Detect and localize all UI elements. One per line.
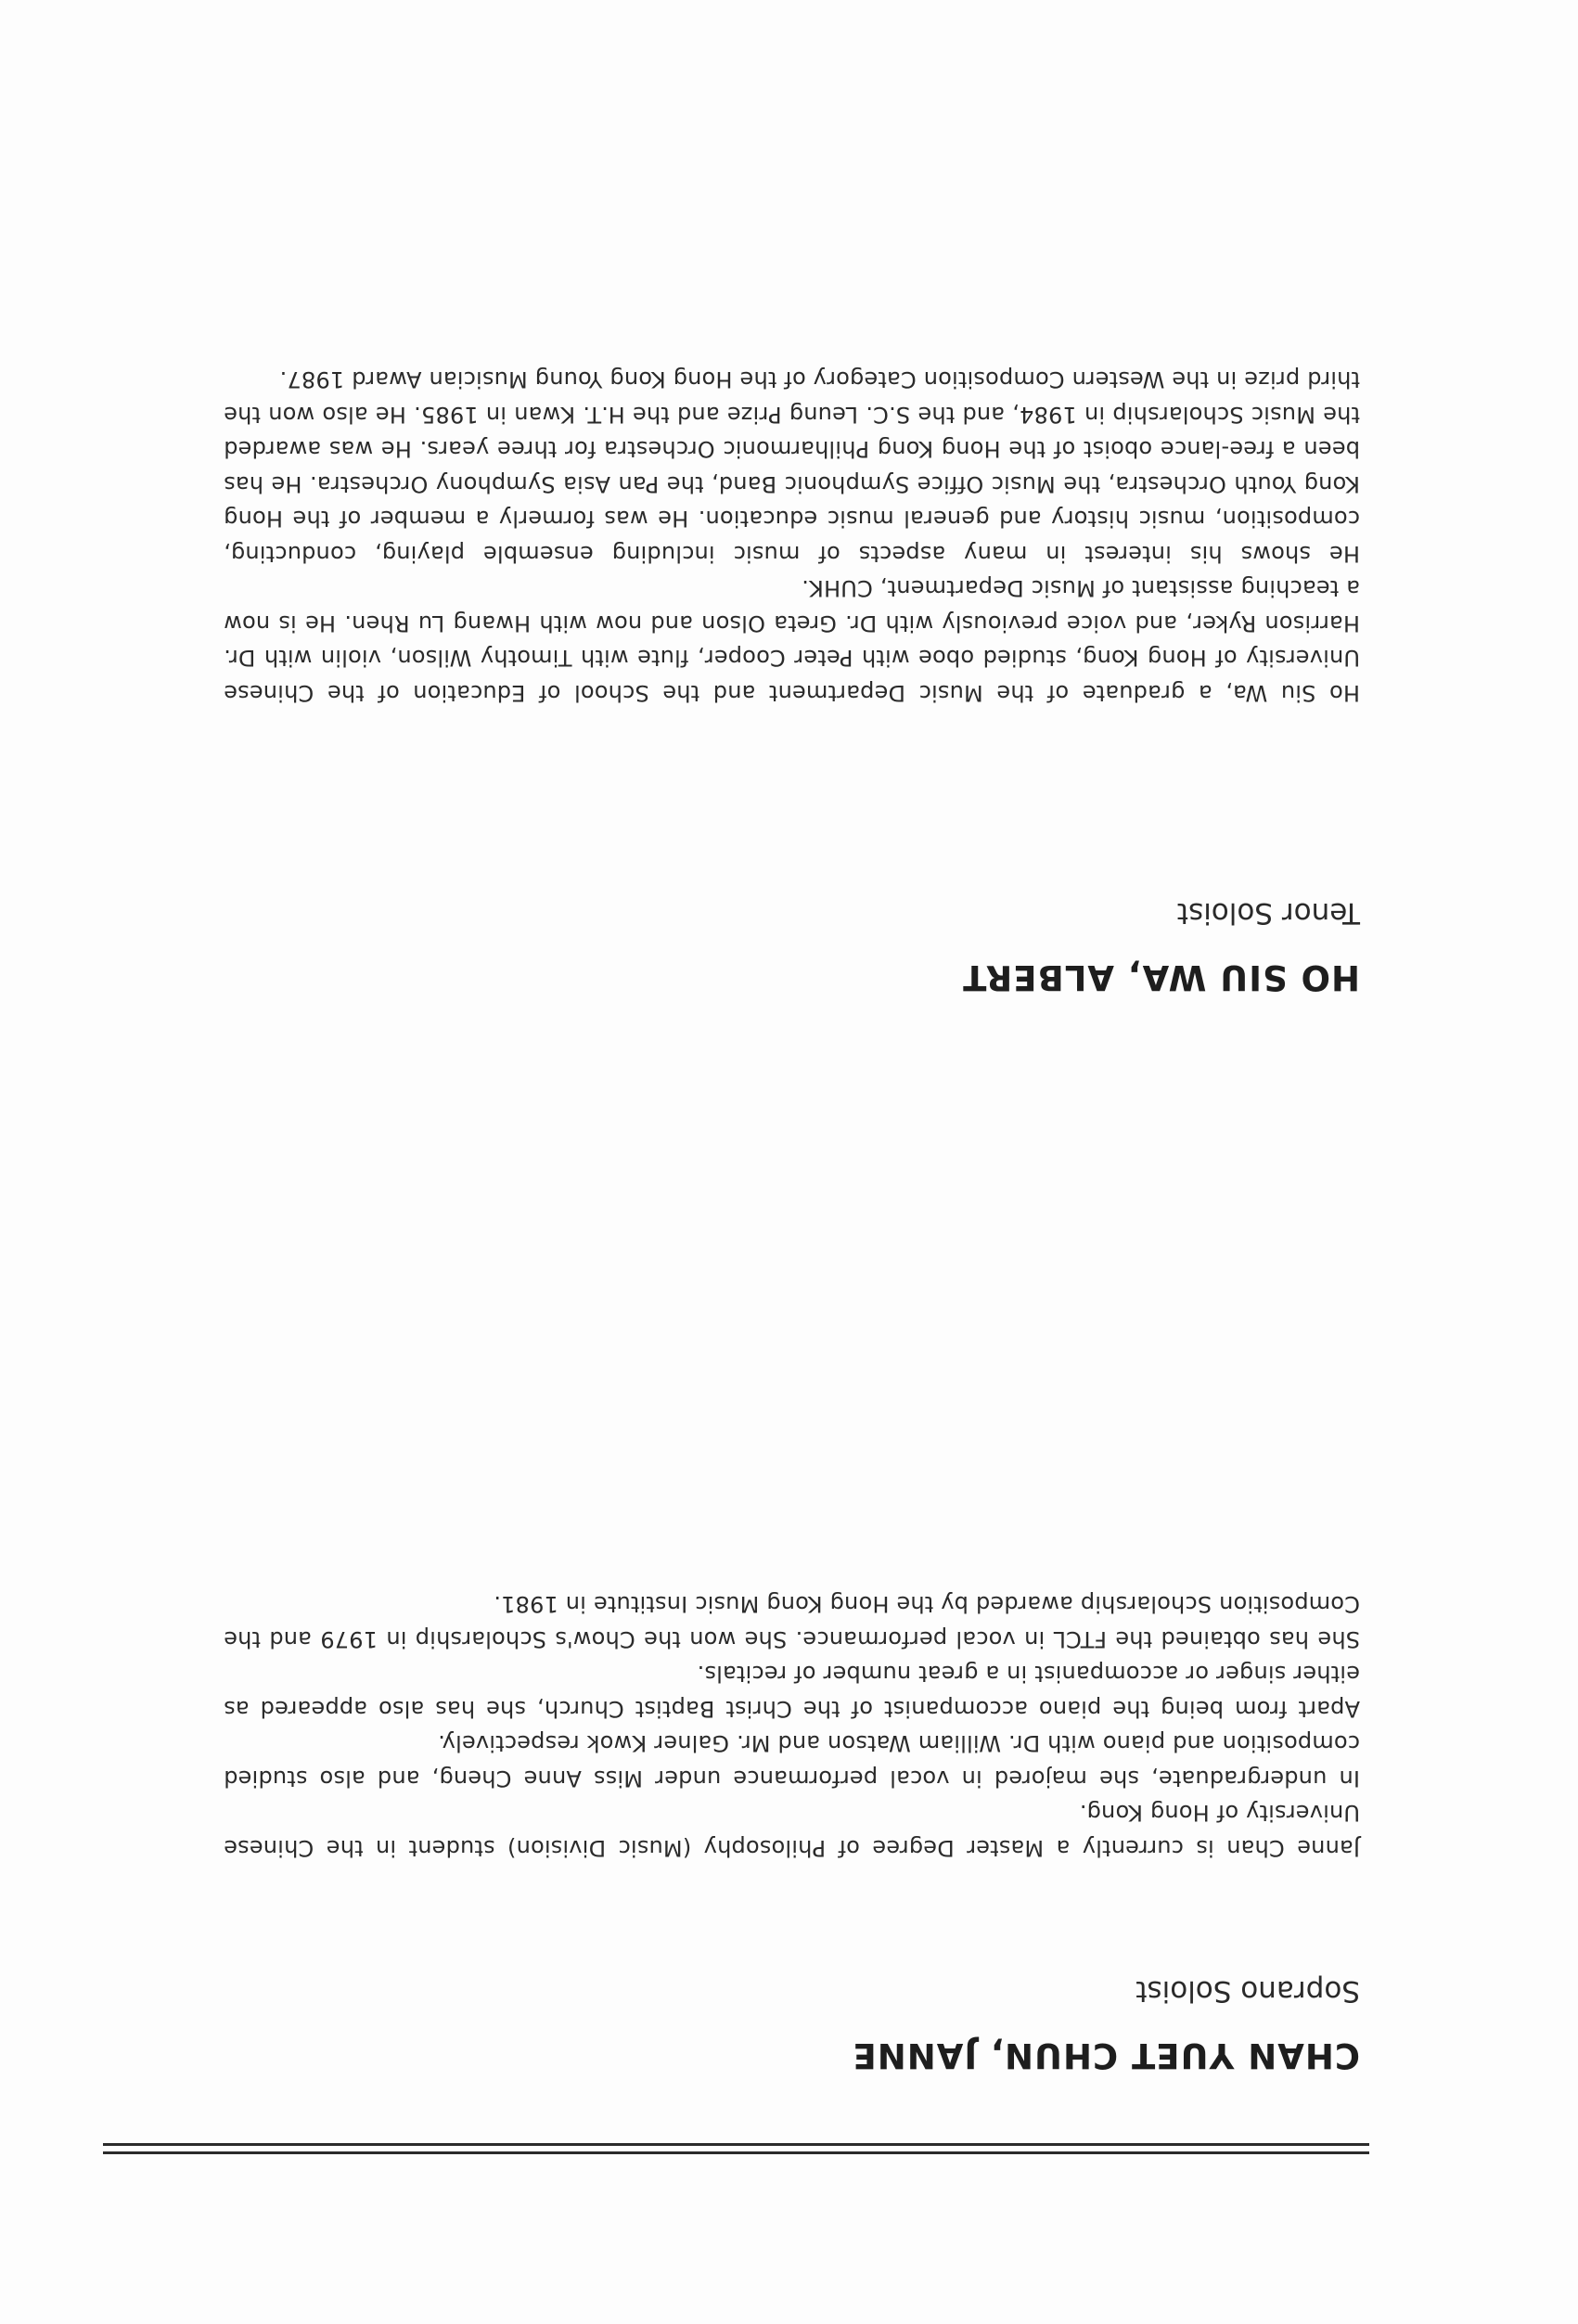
tenor-bio	[224, 362, 1360, 710]
soprano-bio	[224, 1586, 1360, 1865]
tenor-paragraph: He shows his interest in many aspects of music including ensemble playing, conducting, composition, music history and general music education. He was formerly a member of the Hong Kong Youth Orchestra, the Music Office Symphonic Band, the Pan Asia Symphony Orchestra. He has been a free-lance oboist of the Hong Kong Philharmonic Orchestra for three years. He was awarded the Music Scholarship in 1984, and the S.C. Leung Prize and the H.T. Kwan in 1985. He also won the third prize in the Western Composition Category of the Hong Kong Young Musician Award 1987.	[224, 366, 1360, 567]
soprano-paragraph: Apart from being the piano accompanist of the Christ Baptist Church, she has also appeared as either singer or accompanist in a great number of recitals.	[224, 1661, 1360, 1722]
soprano-section	[224, 1974, 1360, 2075]
header-double-rule	[103, 2138, 1369, 2154]
soprano-paragraph: In undergraduate, she majored in vocal performance under Miss Anne Cheng, and also studied composition and piano with Dr. William Watson and Mr. Galner Kwok respectively.	[224, 1730, 1360, 1791]
soprano-paragraph: Janne Chan is currently a Master Degree of Philosophy (Music Division) student in the Chinese University of Hong Kong.	[224, 1800, 1360, 1861]
soprano-role: Soprano Soloist	[1135, 1974, 1360, 2008]
tenor-role: Tenor Soloist	[1176, 896, 1360, 930]
divider-line	[103, 2151, 1369, 2154]
soprano-name-heading: CHAN YUET CHUN, JANNE	[852, 2035, 1360, 2075]
tenor-section	[224, 896, 1360, 997]
divider-line	[103, 2143, 1369, 2146]
tenor-name-heading: HO SIU WA, ALBERT	[962, 957, 1360, 997]
soprano-paragraph: She has obtained the FTCL in vocal performance. She won the Chow's Scholarship in 1979 and the Composition Scholarship awarded by the Hong Kong Music Institute in 1981.	[224, 1591, 1360, 1652]
tenor-paragraph: Ho Siu Wa, a graduate of the Music Department and the School of Education of the Chinese University of Hong Kong, studied oboe with Peter Cooper, flute with Timothy Wilson, violin with Dr. Harrison Ryker, and voice previously with Dr. Greta Olson and now with Hwang Lu Rhen. He is now a teaching assistant of Music Department, CUHK.	[224, 575, 1360, 706]
